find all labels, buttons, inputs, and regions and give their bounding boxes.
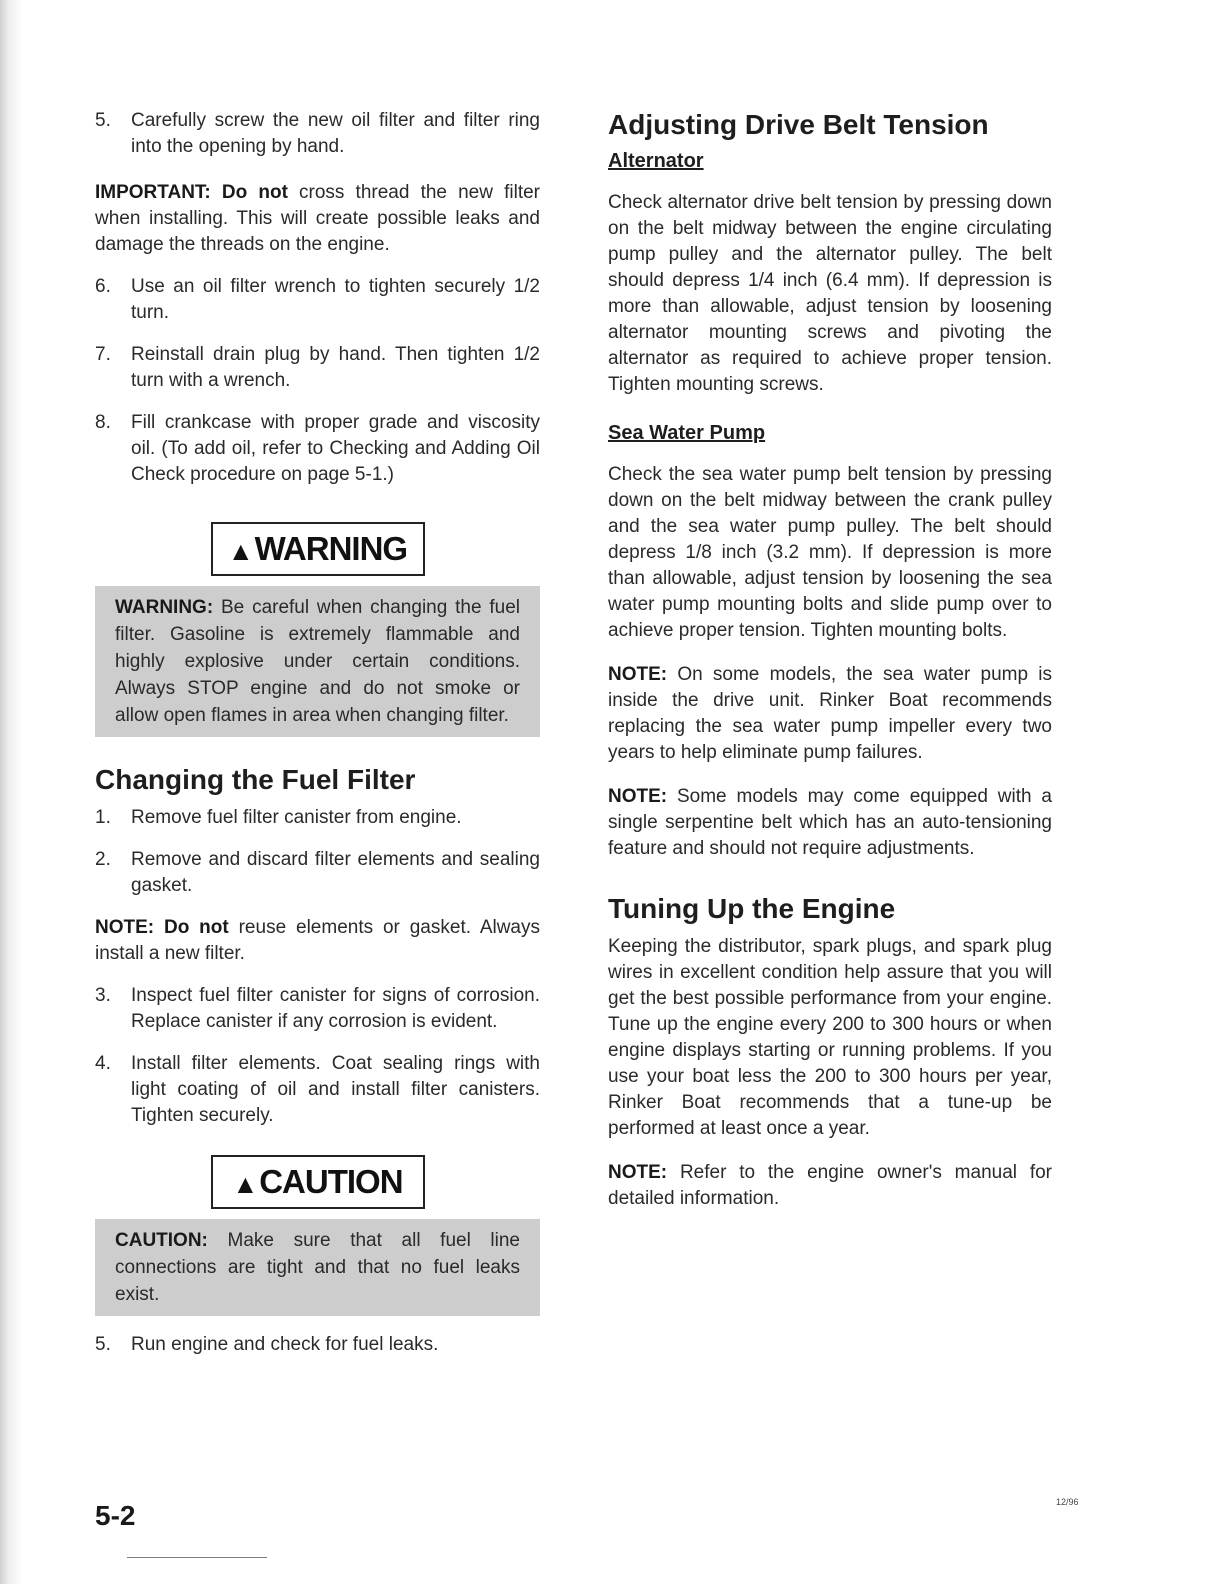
step-text: Inspect fuel filter canister for signs of corrosion. Replace canister if any corrosion is evident. (131, 985, 540, 1032)
oil-step-7 (95, 342, 540, 394)
step-number: 6. (95, 276, 111, 297)
caution-sign-text: CAUTION (259, 1163, 403, 1200)
step-text: Remove and discard filter elements and sealing gasket. (131, 849, 540, 896)
fuel-step-2 (95, 847, 540, 899)
note-text: Some models may come equipped with a single serpentine belt which has an auto-tensioning feature and should not require adjustments. (608, 786, 1052, 859)
warning-sign (211, 522, 425, 576)
important-emphasis: Do not (221, 182, 288, 203)
step-number: 4. (95, 1053, 111, 1074)
caution-triangle-icon: ▲ (232, 1169, 258, 1199)
step-text: Reinstall drain plug by hand. Then tighten 1/2 turn with a wrench. (131, 344, 540, 391)
step-number: 7. (95, 344, 111, 365)
warning-label: WARNING: (115, 597, 214, 618)
fuel-step-5 (95, 1332, 540, 1358)
caution-box (95, 1219, 540, 1316)
note-label: NOTE: (608, 786, 668, 807)
serpentine-belt-note (608, 784, 1052, 862)
caution-text: Make sure that all fuel line connections are tight and that no fuel leaks exist. (115, 1230, 521, 1305)
fuel-step-4 (95, 1051, 540, 1129)
oil-step-8 (95, 410, 540, 488)
warning-sign-text: WARNING (254, 530, 408, 567)
tune-up-title: Tuning Up the Engine (608, 893, 896, 924)
important-notice (95, 180, 540, 258)
sea-pump-note (608, 662, 1052, 766)
left-column (95, 108, 540, 1358)
note-label: NOTE: (95, 917, 155, 938)
warning-box (95, 586, 540, 737)
alternator-heading: Alternator (608, 150, 704, 172)
step-text: Use an oil filter wrench to tighten securely 1/2 turn. (131, 276, 540, 323)
oil-step-5 (95, 108, 540, 160)
note-text: On some models, the sea water pump is inside the drive unit. Rinker Boat recommends replacing the sea water pump impeller every two years to help eliminate pump failures. (608, 664, 1053, 763)
step-number: 2. (95, 849, 111, 870)
note-text: Refer to the engine owner's manual for detailed information. (608, 1162, 1052, 1209)
oil-step-6 (95, 274, 540, 326)
fuel-note (95, 915, 540, 967)
note-text: reuse elements or gasket. Always install a new filter. (95, 917, 540, 964)
step-text: Install filter elements. Coat sealing rings with light coating of oil and install filter canisters. Tighten securely. (131, 1053, 540, 1126)
note-label: NOTE: (608, 1162, 668, 1183)
belt-tension-title: Adjusting Drive Belt Tension (608, 109, 989, 140)
scan-edge-shadow (0, 0, 22, 1584)
caution-sign (211, 1155, 425, 1209)
step-number: 5. (95, 110, 111, 131)
step-number: 1. (95, 807, 111, 828)
sea-water-pump-heading: Sea Water Pump (608, 422, 766, 444)
step-number: 5. (95, 1334, 111, 1355)
note-emphasis: Do not (163, 917, 229, 938)
step-number: 3. (95, 985, 111, 1006)
step-text: Fill crankcase with proper grade and viscosity oil. (To add oil, refer to Checking and Adding Oil Check procedure on page 5-1.) (131, 412, 540, 485)
note-label: NOTE: (608, 664, 668, 685)
step-text: Remove fuel filter canister from engine. (131, 807, 462, 828)
fuel-filter-title: Changing the Fuel Filter (95, 764, 416, 795)
footer-rule (127, 1557, 267, 1558)
important-text: cross thread the new filter when installing. This will create possible leaks and damage the threads on the engine. (95, 182, 540, 255)
step-text: Run engine and check for fuel leaks. (131, 1334, 439, 1355)
alternator-text: Check alternator drive belt tension by pressing down on the belt midway between the engine circulating pump pulley and the alternator pulley. The belt should depress 1/4 inch (6.4 mm). If depression is more than allowable, adjust tension by loosening alternator mounting screws and pivoting the alternator as required to achieve proper tension. Tighten mounting screws. (608, 192, 1052, 395)
important-label: IMPORTANT: (95, 182, 211, 203)
tune-up-note (608, 1160, 1052, 1212)
sea-water-pump-text: Check the sea water pump belt tension by pressing down on the belt midway between the crank pulley and the sea water pump pulley. The belt should depress 1/8 inch (3.2 mm). If depression is more than allowable, adjust tension by loosening the sea water pump mounting bolts and slide pump over to achieve proper tension. Tighten mounting bolts. (608, 464, 1052, 641)
page-number: 5-2 (95, 1500, 136, 1531)
warning-text: Be careful when changing the fuel filter. Gasoline is extremely flammable and highly explosive under certain conditions. Always STOP engine and do not smoke or allow open flames in area when changing filter. (115, 597, 520, 726)
right-column (608, 108, 1052, 1212)
fuel-step-1 (95, 805, 540, 831)
step-text: Carefully screw the new oil filter and filter ring into the opening by hand. (131, 110, 540, 157)
tune-up-text: Keeping the distributor, spark plugs, and spark plug wires in excellent condition help assure that you will get the best possible performance from your engine. Tune up the engine every 200 to 300 hours or when engine displays starting or running problems. If you use your boat less the 200 to 300 hours per year, Rinker Boat recommends that a tune-up be performed at least once a year. (608, 936, 1052, 1139)
caution-label: CAUTION: (115, 1230, 208, 1251)
fuel-step-3 (95, 983, 540, 1035)
date-code: 12/96 (1056, 1497, 1079, 1507)
warning-triangle-icon: ▲ (227, 536, 253, 566)
step-number: 8. (95, 412, 111, 433)
